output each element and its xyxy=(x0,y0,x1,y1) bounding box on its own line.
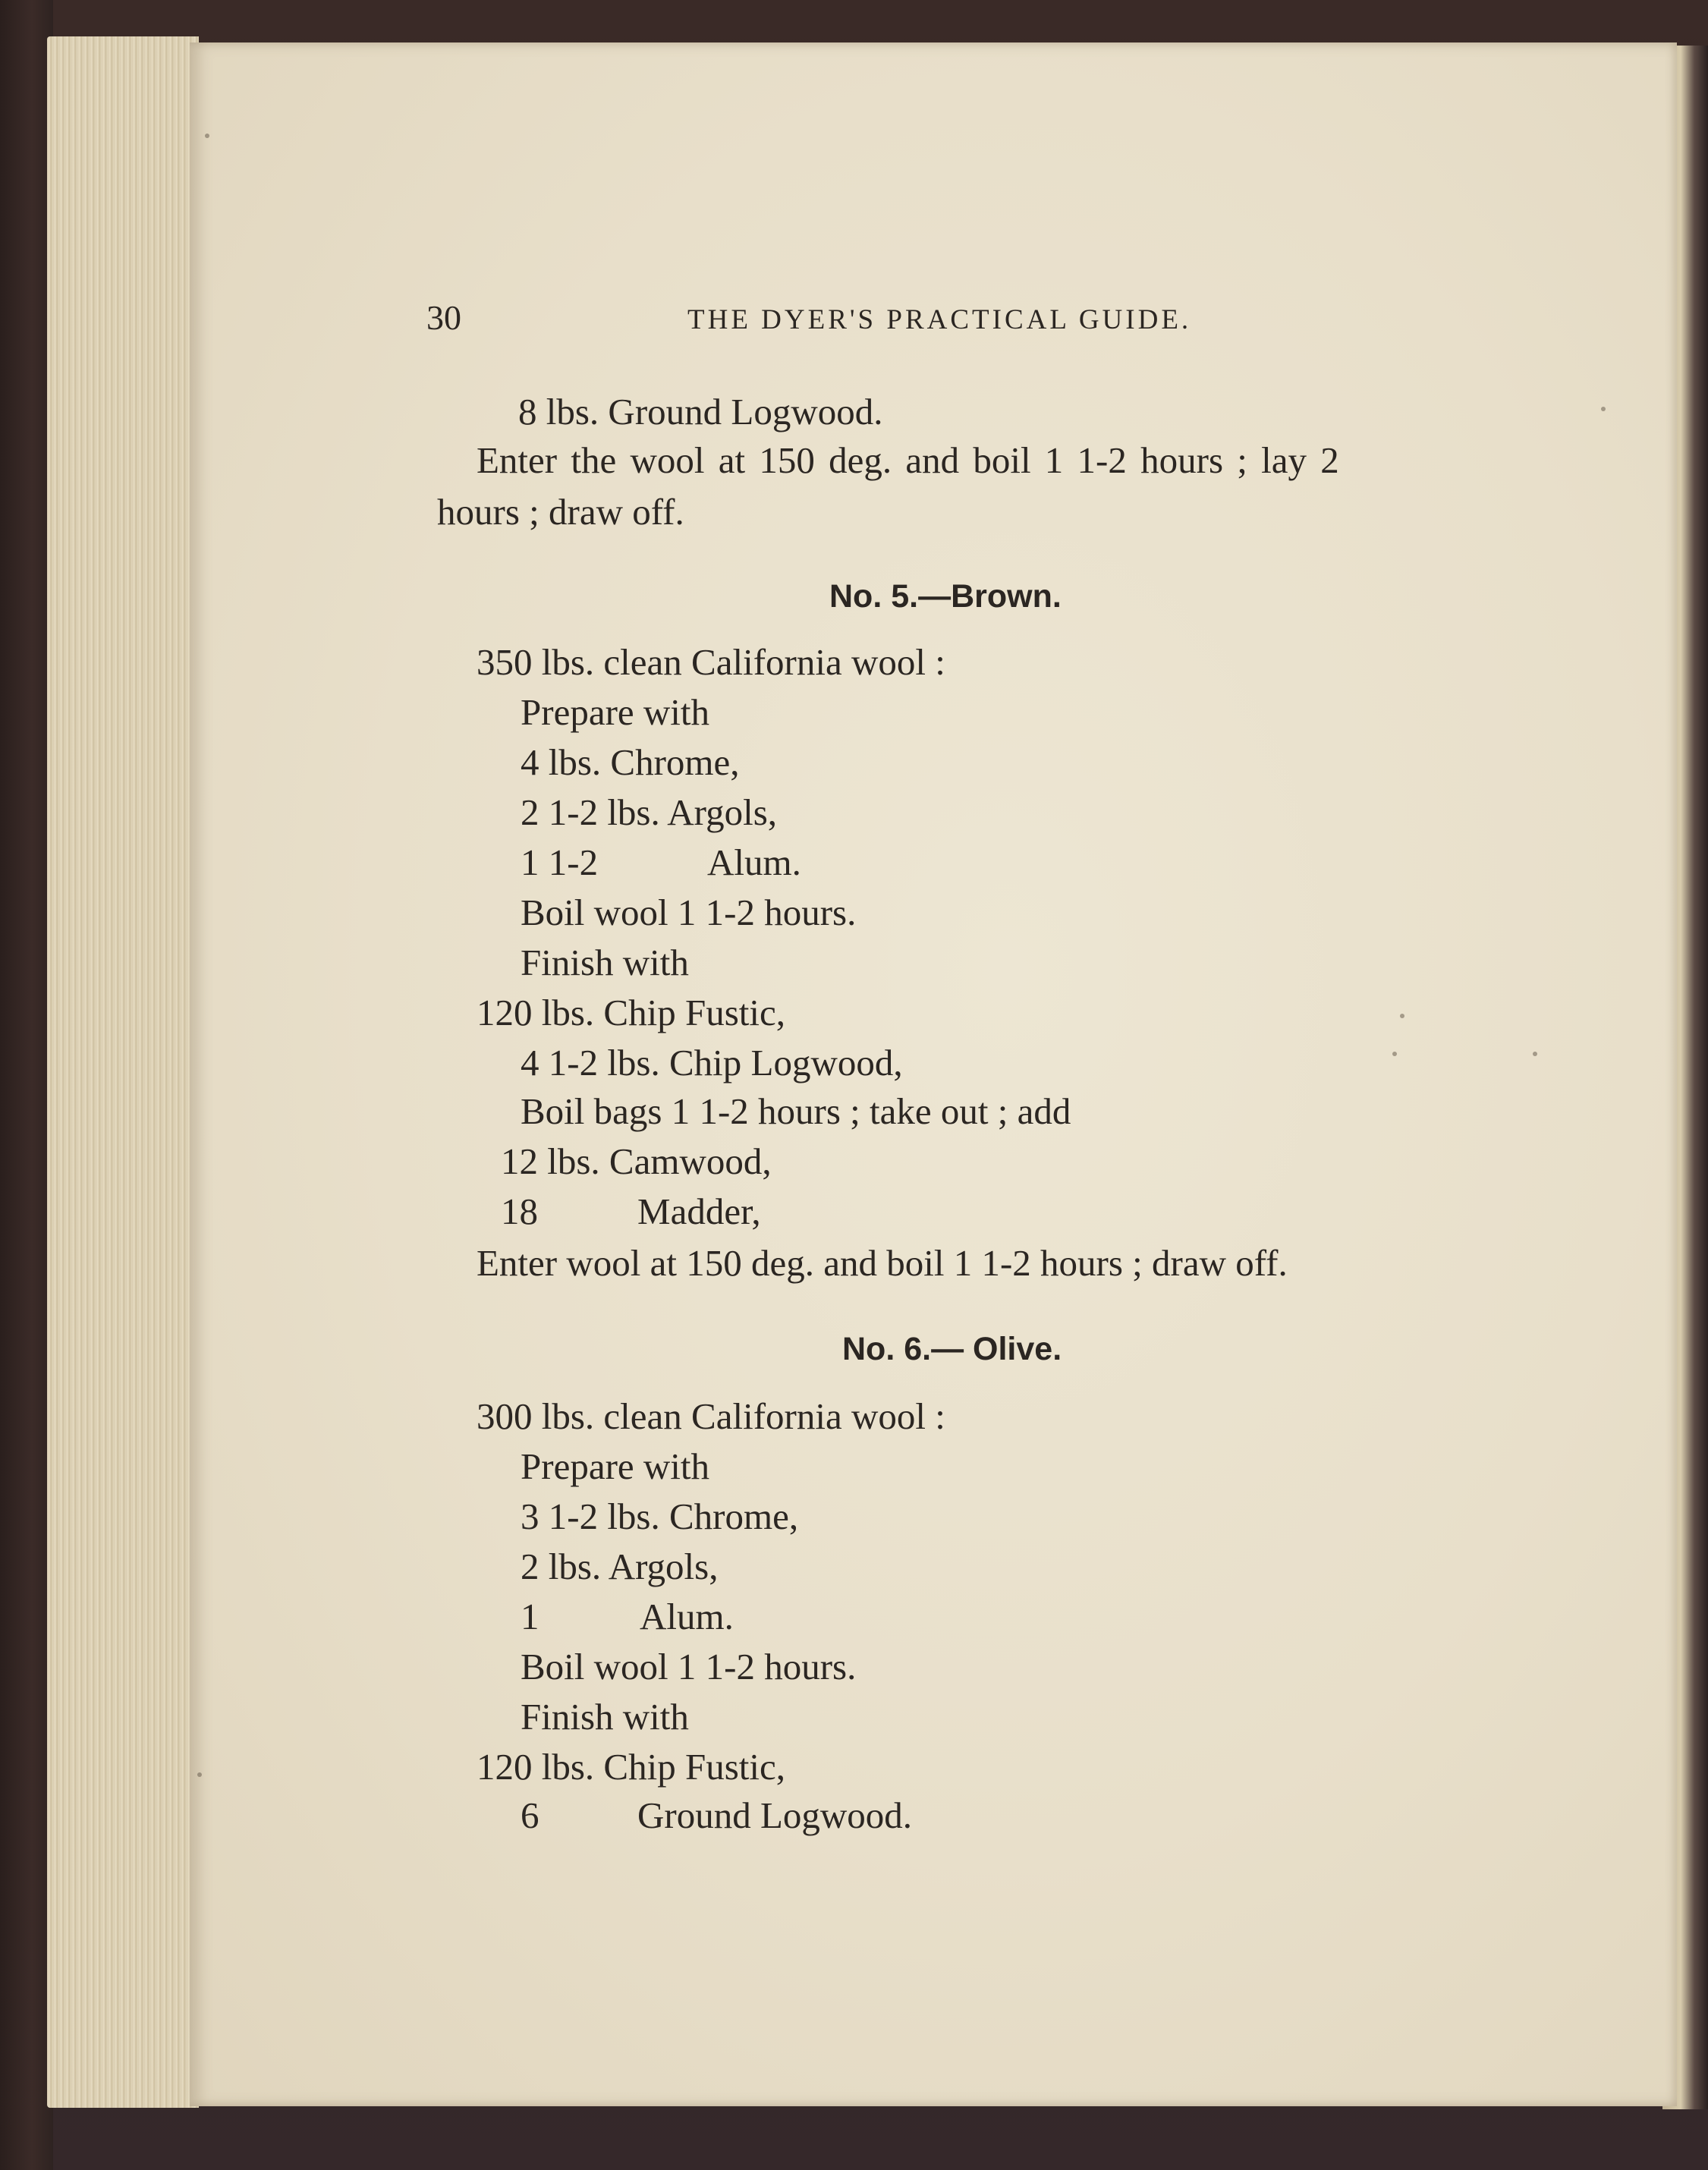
text-line: 300 lbs. clean California wool : xyxy=(477,1395,945,1437)
text-line: 3 1-2 lbs. Chrome, xyxy=(521,1495,799,1537)
text-line: Enter wool at 150 deg. and boil 1 1-2 hours ; draw off. xyxy=(477,1242,1288,1284)
text-line: Alum. xyxy=(640,1596,734,1637)
text-line: Boil wool 1 1-2 hours. xyxy=(521,892,857,933)
text-line: 120 lbs. Chip Fustic, xyxy=(477,992,786,1033)
text-line: 2 1-2 lbs. Argols, xyxy=(521,791,778,833)
paper-speck xyxy=(1601,407,1606,411)
text-line: 18 xyxy=(501,1190,538,1232)
text-line: 6 xyxy=(521,1794,539,1836)
text-line: 1 1-2 xyxy=(521,841,599,883)
text-line: 12 lbs. Camwood, xyxy=(501,1140,772,1182)
text-line: 120 lbs. Chip Fustic, xyxy=(477,1746,786,1788)
text-line: 4 lbs. Chrome, xyxy=(521,741,740,783)
text-line: Boil wool 1 1-2 hours. xyxy=(521,1646,857,1687)
text-line: Prepare with xyxy=(521,691,709,733)
text-line: Boil bags 1 1-2 hours ; take out ; add xyxy=(521,1090,1071,1132)
recipe-heading-brown: No. 5.—Brown. xyxy=(829,578,1062,615)
page-stack-left xyxy=(47,36,199,2108)
text-line: Alum. xyxy=(707,841,801,883)
text-line: Finish with xyxy=(521,942,689,983)
running-head xyxy=(426,297,1337,343)
text-line: hours ; draw off. xyxy=(437,491,684,533)
book-cover-edge xyxy=(0,0,53,2170)
text-line: 350 lbs. clean California wool : xyxy=(477,641,945,683)
book-page xyxy=(190,42,1677,2106)
recipe-heading-olive: No. 6.— Olive. xyxy=(842,1331,1062,1367)
text-line: 8 lbs. Ground Logwood. xyxy=(518,391,883,432)
paper-speck xyxy=(1400,1014,1404,1018)
text-line: Enter the wool at 150 deg. and boil 1 1-2 hours ; lay 2 xyxy=(477,439,1339,481)
running-title: THE DYER'S PRACTICAL GUIDE. xyxy=(687,304,1192,335)
text-line: 1 xyxy=(521,1596,539,1637)
paper-speck xyxy=(1392,1052,1397,1056)
paper-speck xyxy=(197,1772,202,1777)
text-line: Ground Logwood. xyxy=(637,1794,913,1836)
text-line: Finish with xyxy=(521,1696,689,1738)
paper-speck xyxy=(205,134,209,138)
page-number: 30 xyxy=(426,298,461,337)
paper-speck xyxy=(1533,1052,1537,1056)
text-line: 4 1-2 lbs. Chip Logwood, xyxy=(521,1042,903,1083)
text-line: 2 lbs. Argols, xyxy=(521,1546,719,1587)
text-line: Prepare with xyxy=(521,1445,709,1487)
text-line: Madder, xyxy=(637,1190,761,1232)
